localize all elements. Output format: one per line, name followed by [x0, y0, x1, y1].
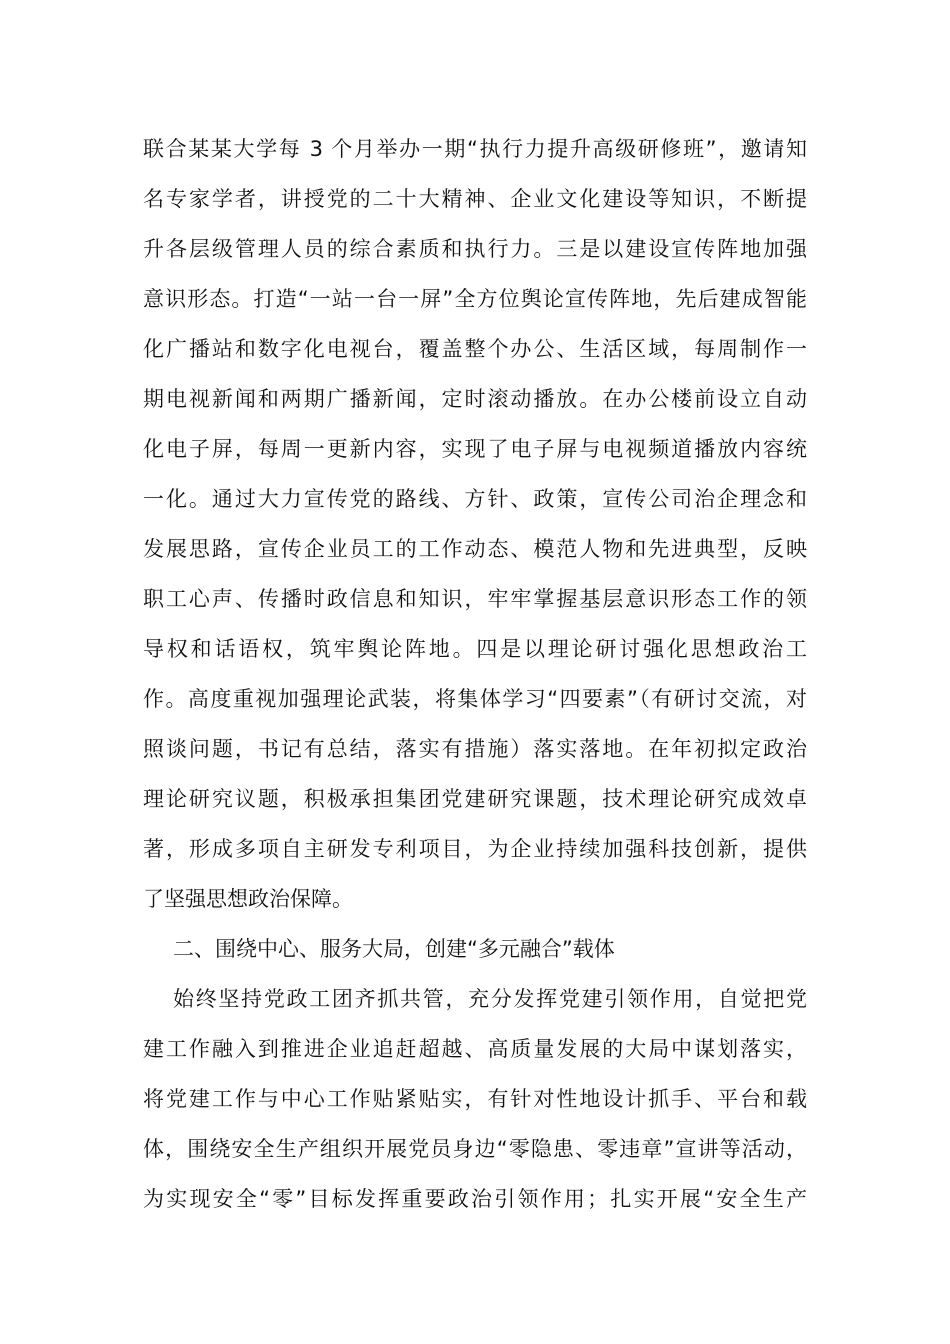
text-line: 一化。通过大力宣传党的路线、方针、政策，宣传公司治企理念和	[143, 487, 807, 511]
text-line: 职工心声、传播时政信息和知识，牢牢掌握基层意识形态工作的领	[143, 587, 807, 611]
text-line: 联合某某大学每 3 个月举办一期“执行力提升高级研修班”，邀请知	[143, 137, 807, 161]
text-line: 导权和话语权，筑牢舆论阵地。四是以理论研讨强化思想政治工	[143, 637, 807, 661]
text-line: 将党建工作与中心工作贴紧贴实，有针对性地设计抓手、平台和载	[143, 1087, 807, 1111]
text-line: 期电视新闻和两期广播新闻，定时滚动播放。在办公楼前设立自动	[143, 387, 807, 411]
text-line: 为实现安全“零”目标发挥重要政治引领作用；扎实开展“安全生产	[143, 1187, 807, 1211]
section-heading: 二、围绕中心、服务大局，创建“多元融合”载体	[173, 937, 615, 961]
text-line: 始终坚持党政工团齐抓共管，充分发挥党建引领作用，自觉把党	[173, 987, 807, 1011]
text-line: 发展思路，宣传企业员工的工作动态、模范人物和先进典型，反映	[143, 537, 807, 561]
text-line: 体，围绕安全生产组织开展党员身边“零隐患、零违章”宣讲等活动，	[143, 1137, 807, 1161]
text-line: 名专家学者，讲授党的二十大精神、企业文化建设等知识，不断提	[143, 187, 807, 211]
text-line: 作。高度重视加强理论武装，将集体学习“四要素”（有研讨交流，对	[143, 687, 807, 711]
paragraph-end-line: 了坚强思想政治保障。	[143, 887, 353, 911]
text-line: 理论研究议题，积极承担集团党建研究课题，技术理论研究成效卓	[143, 787, 807, 811]
text-line: 著，形成多项自主研发专利项目，为企业持续加强科技创新，提供	[143, 837, 807, 861]
text-line: 升各层级管理人员的综合素质和执行力。三是以建设宣传阵地加强	[143, 237, 807, 261]
text-line: 化广播站和数字化电视台，覆盖整个办公、生活区域，每周制作一	[143, 337, 807, 361]
text-line: 意识形态。打造“一站一台一屏”全方位舆论宣传阵地，先后建成智能	[143, 287, 807, 311]
text-line: 化电子屏，每周一更新内容，实现了电子屏与电视频道播放内容统	[143, 437, 807, 461]
text-line: 建工作融入到推进企业追赶超越、高质量发展的大局中谋划落实，	[143, 1037, 807, 1061]
document-body	[143, 124, 807, 1224]
text-line: 照谈问题，书记有总结，落实有措施）落实落地。在年初拟定政治	[143, 737, 807, 761]
